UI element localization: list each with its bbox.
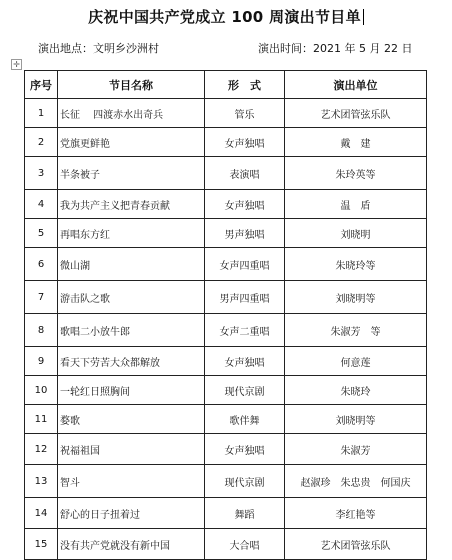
cell-num: 11: [25, 405, 58, 434]
cell-unit: 赵淑珍 朱忠贵 何国庆: [285, 465, 427, 498]
cell-name: 一轮红日照胸间: [58, 376, 205, 405]
cell-form: 现代京剧: [205, 465, 285, 498]
cell-unit: 朱淑芳 等: [285, 314, 427, 347]
cell-form: 大合唱: [205, 529, 285, 560]
table-row: [25, 347, 427, 376]
cell-num: 7: [25, 281, 58, 314]
table-row: [25, 99, 427, 128]
cell-num: 13: [25, 465, 58, 498]
move-cross-icon[interactable]: ✛: [11, 59, 22, 70]
cell-name: 党旗更鲜艳: [58, 128, 205, 157]
cell-num: 9: [25, 347, 58, 376]
table-row: [25, 405, 427, 434]
venue-line: 演出地点：文明乡沙洲村: [38, 42, 159, 55]
cell-num: 1: [25, 99, 58, 128]
table-row: [25, 128, 427, 157]
program-table: [24, 70, 427, 560]
cell-form: 现代京剧: [205, 376, 285, 405]
cell-unit: 李红艳等: [285, 498, 427, 529]
cell-unit: 戴 建: [285, 128, 427, 157]
cell-form: 女声独唱: [205, 347, 285, 376]
cell-name: 游击队之歌: [58, 281, 205, 314]
cell-form: 男声独唱: [205, 219, 285, 248]
cell-unit: 刘晓明: [285, 219, 427, 248]
cell-unit: 朱玲英等: [285, 157, 427, 190]
table-row: [25, 465, 427, 498]
cell-name: 舒心的日子扭着过: [58, 498, 205, 529]
document-title: 庆祝中国共产党成立 100 周演出节目单: [0, 6, 452, 27]
cell-form: 歌伴舞: [205, 405, 285, 434]
table-row: [25, 434, 427, 465]
cell-unit: 何意莲: [285, 347, 427, 376]
cell-unit: 朱晓玲: [285, 376, 427, 405]
cell-form: 管乐: [205, 99, 285, 128]
cell-unit: 温 盾: [285, 190, 427, 219]
time-line: 演出时间：2021 年 5 月 22 日: [258, 42, 413, 55]
cell-form: 女声独唱: [205, 128, 285, 157]
table-row: [25, 314, 427, 347]
cell-name: 没有共产党就没有新中国: [58, 529, 205, 560]
table-header-row: [25, 71, 427, 99]
cell-name: 再唱东方红: [58, 219, 205, 248]
cell-name: 歌唱二小放牛郎: [58, 314, 205, 347]
table-row: [25, 529, 427, 560]
cell-name: 智斗: [58, 465, 205, 498]
table-row: [25, 219, 427, 248]
cell-unit: 艺术团管弦乐队: [285, 529, 427, 560]
cell-unit: 朱淑芳: [285, 434, 427, 465]
cell-unit: 艺术团管弦乐队: [285, 99, 427, 128]
cell-form: 表演唱: [205, 157, 285, 190]
table-row: [25, 248, 427, 281]
cell-form: 女声二重唱: [205, 314, 285, 347]
cell-name: 半条被子: [58, 157, 205, 190]
cell-unit: 朱晓玲等: [285, 248, 427, 281]
header-num: 序号: [25, 71, 58, 99]
cell-num: 3: [25, 157, 58, 190]
cell-num: 8: [25, 314, 58, 347]
cell-num: 5: [25, 219, 58, 248]
cell-name: 看天下劳苦大众都解放: [58, 347, 205, 376]
cell-num: 2: [25, 128, 58, 157]
table-row: [25, 157, 427, 190]
table-row: [25, 498, 427, 529]
text-cursor: [363, 9, 364, 25]
header-name: 节目名称: [58, 71, 205, 99]
cell-form: 女声独唱: [205, 434, 285, 465]
cell-form: 男声四重唱: [205, 281, 285, 314]
header-unit: 演出单位: [285, 71, 427, 99]
cell-unit: 刘晓明等: [285, 405, 427, 434]
table-row: [25, 190, 427, 219]
cell-num: 15: [25, 529, 58, 560]
cell-num: 4: [25, 190, 58, 219]
cell-form: 舞蹈: [205, 498, 285, 529]
cell-name: 婺歌: [58, 405, 205, 434]
cell-name: 我为共产主义把青春贡献: [58, 190, 205, 219]
table-row: [25, 376, 427, 405]
cell-form: 女声独唱: [205, 190, 285, 219]
cell-unit: 刘晓明等: [285, 281, 427, 314]
cell-num: 14: [25, 498, 58, 529]
cell-num: 12: [25, 434, 58, 465]
cell-num: 10: [25, 376, 58, 405]
cell-num: 6: [25, 248, 58, 281]
header-form: 形 式: [205, 71, 285, 99]
cell-name: 微山湖: [58, 248, 205, 281]
table-row: [25, 281, 427, 314]
cell-name: 祝福祖国: [58, 434, 205, 465]
cell-name: 长征 四渡赤水出奇兵: [58, 99, 205, 128]
cell-form: 女声四重唱: [205, 248, 285, 281]
